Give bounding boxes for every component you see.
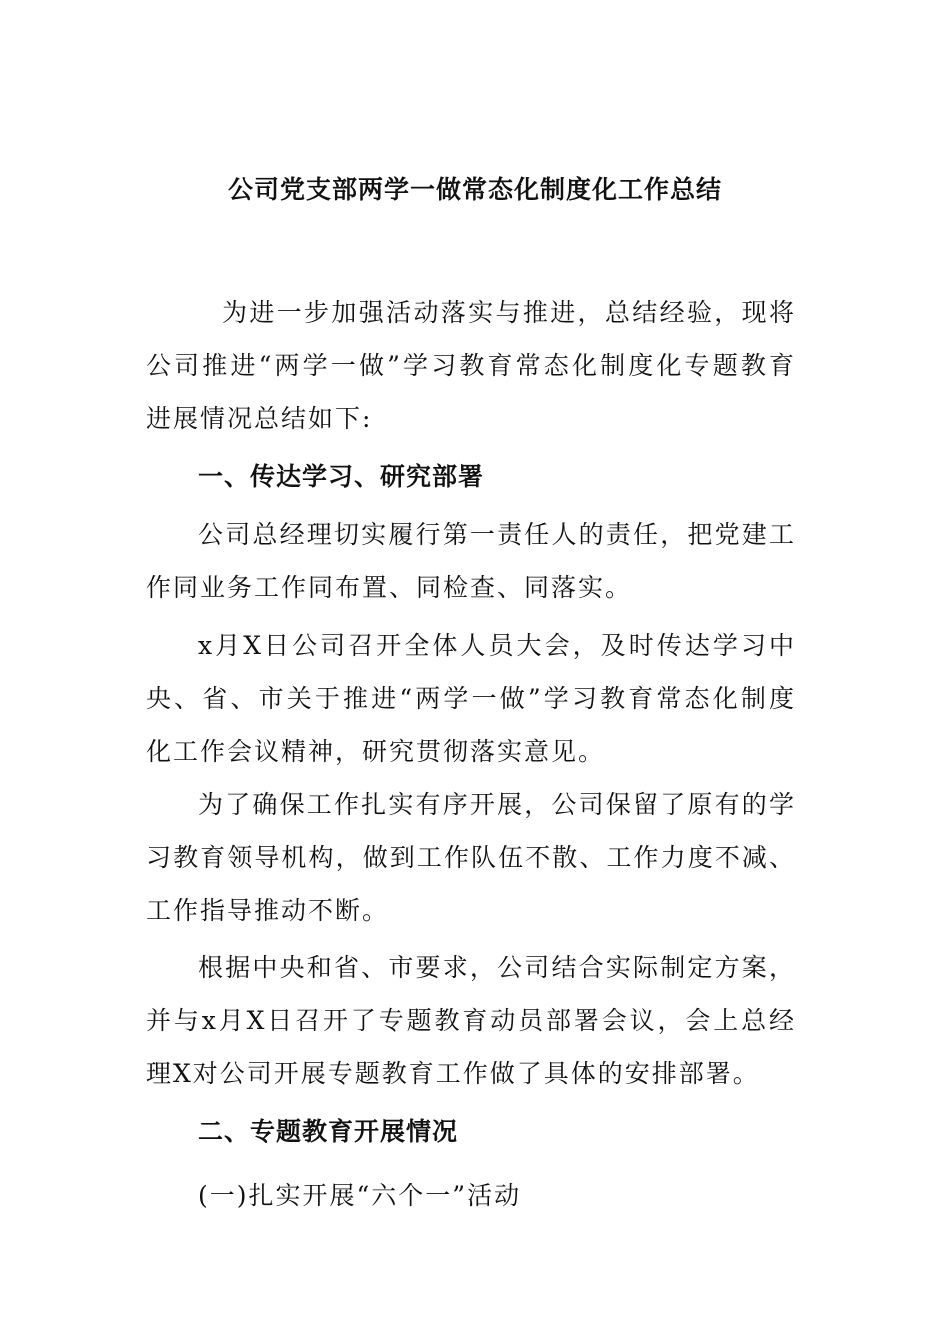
- section-1-paragraph-2: x月X日公司召开全体人员大会，及时传达学习中央、省、市关于推进“两学一做”学习教育常态化制度化工作会议精神，研究贯彻落实意见。: [146, 631, 796, 766]
- intro-paragraph: 为进一步加强活动落实与推进，总结经验，现将公司推进“两学一做”学习教育常态化制度化专题教育进展情况总结如下:: [146, 298, 796, 433]
- section-1-heading: 一、传达学习、研究部署: [198, 462, 485, 491]
- document-title: 公司党支部两学一做常态化制度化工作总结: [227, 175, 722, 204]
- section-2-subheading: (一)扎实开展“六个一”活动: [198, 1181, 522, 1210]
- section-1-paragraph-4: 根据中央和省、市要求，公司结合实际制定方案，并与x月X日召开了专题教育动员部署会议，会上总经理X对公司开展专题教育工作做了具体的安排部署。: [146, 953, 796, 1088]
- section-1-paragraph-3: 为了确保工作扎实有序开展，公司保留了原有的学习教育领导机构，做到工作队伍不散、工作力度不减、工作指导推动不断。: [146, 790, 796, 925]
- section-1-paragraph-1: 公司总经理切实履行第一责任人的责任，把党建工作同业务工作同布置、同检查、同落实。: [146, 520, 796, 602]
- section-2-heading: 二、专题教育开展情况: [198, 1117, 459, 1146]
